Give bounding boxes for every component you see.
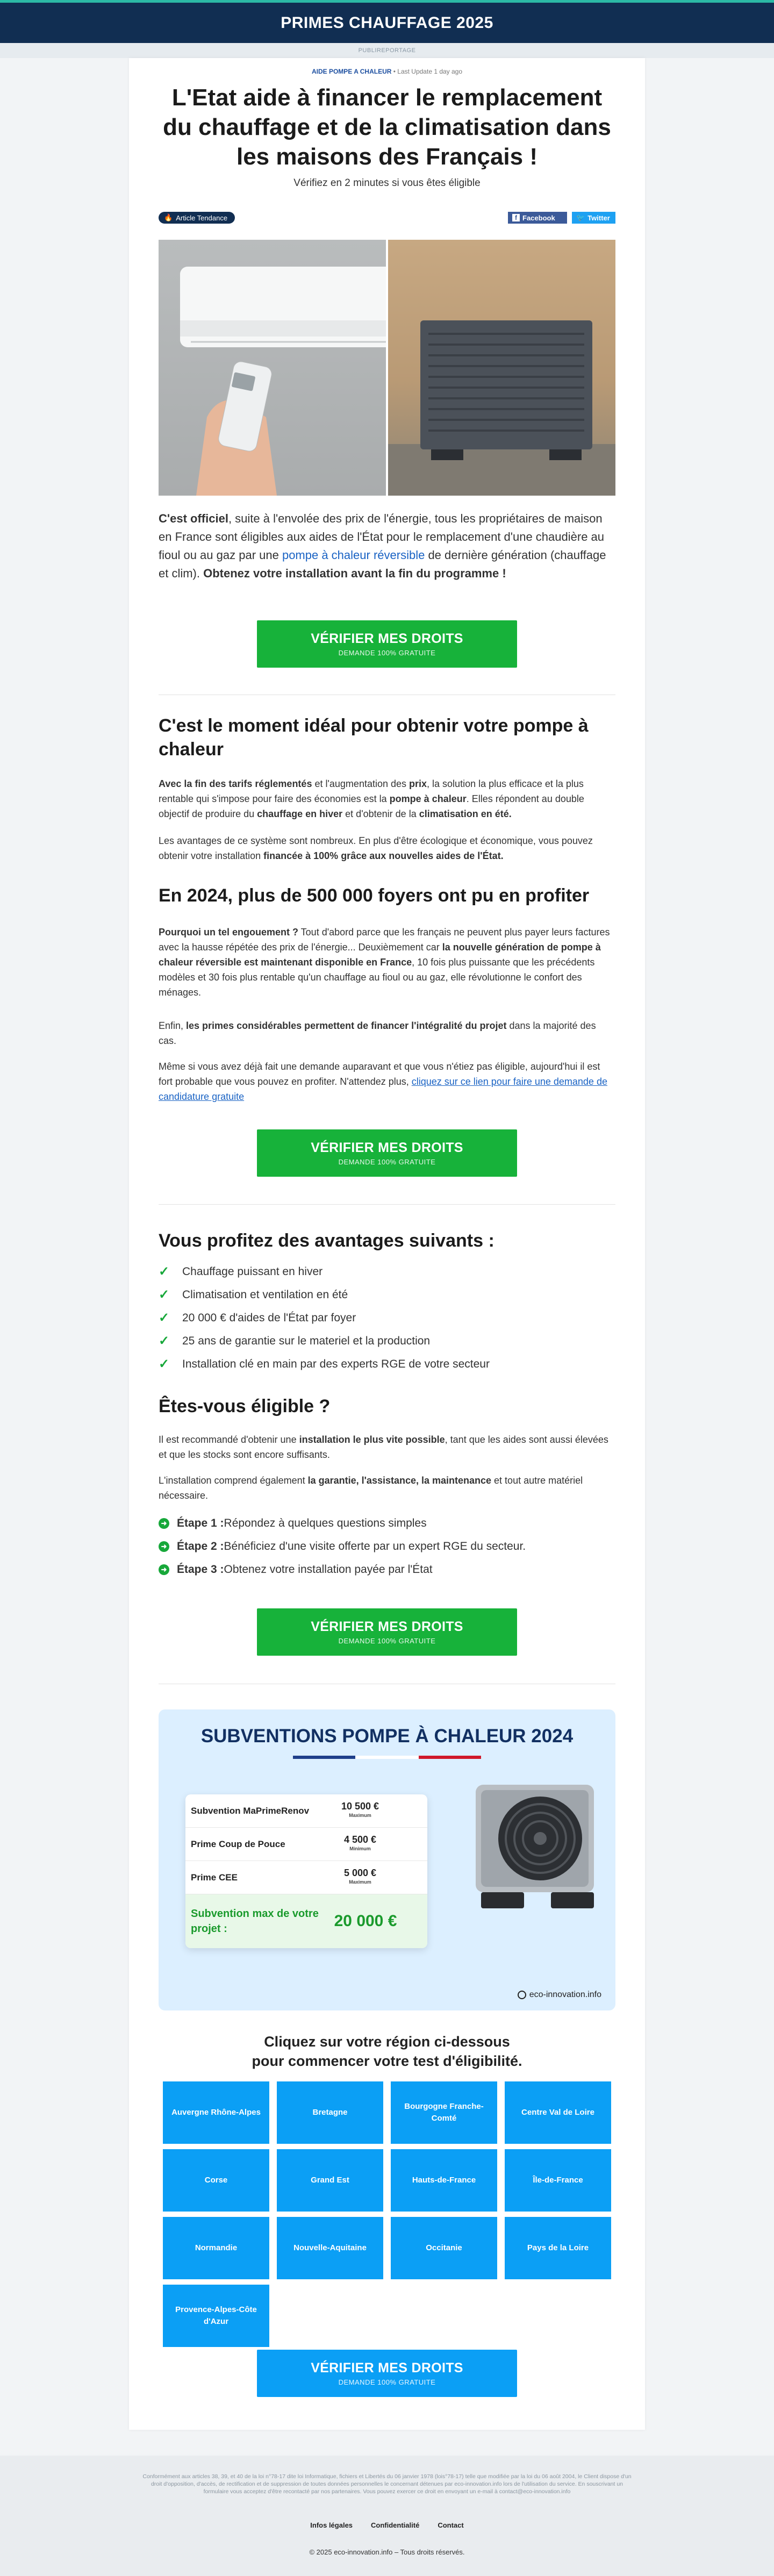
s4-p2-text-1: L'installation comprend également — [159, 1475, 308, 1486]
cta-sublabel: DEMANDE 100% GRATUITE — [338, 2378, 436, 2386]
advantage-label: Chauffage puissant en hiver — [182, 1265, 323, 1278]
eco-logo-icon — [518, 1991, 526, 1999]
list-item — [159, 1329, 615, 1353]
banner-source — [518, 1990, 601, 2000]
copyright: © 2025 eco-innovation.info – Tous droits réservés. — [309, 2548, 465, 2556]
s4-text-1: Il est recommandé d'obtenir une — [159, 1434, 299, 1445]
subsidy-total-amount: 20 000 € — [334, 1912, 397, 1930]
region-button-nouvelle-aquitaine[interactable]: Nouvelle-Aquitaine — [277, 2217, 383, 2279]
section-eligible-p2 — [159, 1473, 615, 1503]
s1-text-3: . Elles répondent au double objectif de produire du — [159, 793, 584, 819]
table-row — [185, 1794, 427, 1828]
s2-p2-text-1: Enfin, — [159, 1020, 187, 1031]
subsidy-name: Subvention MaPrimeRenov — [191, 1805, 310, 1816]
section-eligible-title: Êtes-vous éligible ? — [159, 1396, 331, 1416]
footer-links — [0, 2521, 774, 2529]
step-text: Répondez à quelques questions simples — [224, 1516, 427, 1529]
s2-p3-text: Même si vous avez déjà fait une demande auparavant et que vous n'étiez pas éligible, aujourd'hui il est fort probable que vous pouvez en profiter. N'attendez plus, — [159, 1061, 600, 1087]
s2-bold-1: Pourquoi un tel engouement ? — [159, 927, 298, 938]
verify-rights-button-4[interactable] — [257, 2350, 517, 2397]
advantage-label: Climatisation et ventilation en été — [182, 1288, 348, 1301]
flag-blue-stripe — [293, 1756, 355, 1759]
s1-p2-text: Les avantages de ce système sont nombreux. En plus d'être écologique et économique, vous pouvez obtenir votre installation — [159, 835, 593, 861]
flag-red-stripe — [419, 1756, 481, 1759]
region-button-auvergne[interactable]: Auvergne Rhône-Alpes — [163, 2081, 269, 2144]
check-icon: ✓ — [159, 1334, 170, 1348]
subsidy-amount: 10 500 € — [341, 1801, 379, 1812]
trending-badge — [159, 212, 235, 224]
subsidies-banner-title: SUBVENTIONS POMPE À CHALEUR 2024 — [200, 1726, 574, 1747]
step-label: Étape 2 : — [177, 1540, 224, 1552]
article-meta — [159, 68, 615, 75]
twitter-share-button[interactable] — [572, 212, 615, 224]
twitter-share-label: Twitter — [587, 213, 610, 222]
subsidy-value — [331, 1802, 390, 1820]
region-button-bretagne[interactable]: Bretagne — [277, 2081, 383, 2144]
cta-label: VÉRIFIER MES DROITS — [311, 1140, 463, 1155]
arrow-right-icon: ➜ — [159, 1518, 169, 1529]
s2-text-2: , 10 fois plus puissante que les précédents modèles et 30 fois plus rentable qu'un chauffage au fioul ou au gaz, elle révolutionne le confort des ménages. — [159, 957, 595, 998]
flag-white-stripe — [355, 1756, 419, 1759]
table-row — [185, 1861, 427, 1894]
publireportage-label: PUBLIREPORTAGE — [0, 43, 774, 58]
arrow-right-icon: ➜ — [159, 1541, 169, 1552]
region-button-occitanie[interactable]: Occitanie — [391, 2217, 497, 2279]
region-button-paca[interactable]: Provence-Alpes-Côte d'Azur — [163, 2285, 269, 2347]
s1-bold-1: Avec la fin des tarifs réglementés — [159, 778, 312, 789]
advantage-label: 20 000 € d'aides de l'État par foyer — [182, 1311, 356, 1324]
footer-link-contact[interactable]: Contact — [438, 2521, 464, 2529]
s2-p2-text-2: dans la majorité des cas. — [159, 1020, 596, 1046]
region-button-normandie[interactable]: Normandie — [163, 2217, 269, 2279]
region-button-hauts-de-france[interactable]: Hauts-de-France — [391, 2149, 497, 2212]
cta-sublabel: DEMANDE 100% GRATUITE — [338, 1158, 436, 1166]
s1-bold-2: prix — [409, 778, 427, 789]
heat-pump-unit-icon — [470, 1774, 599, 1924]
list-item — [159, 1260, 615, 1283]
s1-bold-3: pompe à chaleur — [389, 793, 467, 804]
cta-sublabel: DEMANDE 100% GRATUITE — [338, 1637, 436, 1645]
subsidy-total-row — [185, 1894, 427, 1948]
section-ideal-moment-p1 — [159, 776, 615, 821]
region-button-pays-de-la-loire[interactable]: Pays de la Loire — [505, 2217, 611, 2279]
step-item — [159, 1512, 615, 1535]
region-button-grand-est[interactable]: Grand Est — [277, 2149, 383, 2212]
footer-link-legal[interactable]: Infos légales — [310, 2521, 353, 2529]
site-title: PRIMES CHAUFFAGE 2025 — [281, 13, 493, 32]
hero-images — [159, 240, 615, 496]
region-title-line-1: Cliquez sur votre région ci-dessous — [264, 2034, 510, 2050]
page-subtitle: Vérifiez en 2 minutes si vous êtes éligible — [293, 177, 481, 189]
air-conditioner-photo — [159, 240, 386, 496]
s1-text-4: et d'obtenir de la — [342, 808, 419, 819]
page-footer — [0, 2456, 774, 2576]
section-ideal-moment-title: C'est le moment idéal pour obtenir votre pompe à chaleur — [159, 715, 589, 760]
region-button-corse[interactable]: Corse — [163, 2149, 269, 2212]
step-label: Étape 1 : — [177, 1516, 224, 1529]
step-text: Bénéficiez d'une visite offerte par un expert RGE du secteur. — [224, 1540, 526, 1552]
step-text: Obtenez votre installation payée par l'État — [224, 1563, 433, 1576]
intro-text-1: , suite à l'envolée des prix de l'énergie, tous les propriétaires de maison en France sont éligibles aux aides de l'État pour le remplacement d'une chaudière au fioul ou au gaz par une — [159, 512, 605, 562]
table-row — [185, 1828, 427, 1861]
verify-rights-button-3[interactable] — [257, 1608, 517, 1656]
region-title-line-2: pour commencer votre test d'éligibilité. — [252, 2053, 522, 2069]
intro-paragraph — [159, 510, 615, 583]
step-label: Étape 3 : — [177, 1563, 224, 1576]
step-item — [159, 1535, 615, 1558]
list-item — [159, 1283, 615, 1306]
list-item — [159, 1353, 615, 1376]
banner-source-label: eco-innovation.info — [529, 1990, 601, 1999]
advantage-label: Installation clé en main par des experts RGE de votre secteur — [182, 1357, 490, 1370]
list-item — [159, 1306, 615, 1329]
flame-icon: 🔥 — [164, 213, 173, 221]
region-button-bourgogne[interactable]: Bourgogne Franche-Comté — [391, 2081, 497, 2144]
section-500000-p3 — [159, 1059, 615, 1104]
cta-label: VÉRIFIER MES DROITS — [311, 1619, 463, 1634]
verify-rights-button-1[interactable] — [257, 620, 517, 668]
region-selector-title — [159, 2032, 615, 2071]
s1-text-2: , la solution la plus efficace et la plus rentable qui s'impose pour faire des économies est la — [159, 778, 584, 804]
s1-bold-4: chauffage en hiver — [257, 808, 343, 819]
category-link[interactable]: AIDE POMPE A CHALEUR — [311, 68, 392, 75]
section-eligible-p1 — [159, 1432, 615, 1462]
region-button-centre[interactable]: Centre Val de Loire — [505, 2081, 611, 2144]
check-icon: ✓ — [159, 1287, 170, 1302]
intro-bold-2: Obtenez votre installation avant la fin du programme ! — [203, 567, 506, 580]
section-500000-p1 — [159, 925, 615, 1000]
subsidy-note: Minimum — [349, 1846, 371, 1851]
arrow-right-icon: ➜ — [159, 1564, 169, 1575]
intro-bold-1: C'est officiel — [159, 512, 228, 525]
subsidies-banner — [159, 1709, 615, 2010]
subsidy-total-label: Subvention max de votre projet : — [191, 1908, 319, 1935]
check-icon: ✓ — [159, 1264, 170, 1279]
section-advantages-title: Vous profitez des avantages suivants : — [159, 1230, 494, 1251]
region-button-ile-de-france[interactable]: Île-de-France — [505, 2149, 611, 2212]
twitter-icon: 🐦 — [576, 213, 585, 221]
s2-bold-2: la nouvelle génération de pompe à chaleur réversible est maintenant disponible en France — [159, 942, 601, 968]
air-conditioner-illustration — [159, 240, 386, 496]
facebook-share-button[interactable] — [508, 212, 567, 224]
footer-link-privacy[interactable]: Confidentialité — [371, 2521, 420, 2529]
steps-list — [159, 1512, 615, 1581]
s4-p2-bold: la garantie, l'assistance, la maintenance — [307, 1475, 492, 1486]
cta-label: VÉRIFIER MES DROITS — [311, 2360, 463, 2375]
cta-label: VÉRIFIER MES DROITS — [311, 631, 463, 646]
s2-p2-bold: les primes considérables permettent de financer l'intégralité du projet — [186, 1020, 507, 1031]
subsidy-value — [331, 1835, 390, 1853]
subsidy-value — [331, 1869, 390, 1886]
facebook-share-label: Facebook — [522, 213, 555, 222]
divider — [159, 1204, 615, 1205]
subsidy-name: Prime CEE — [191, 1872, 238, 1883]
s1-text-1: et l'augmentation des — [312, 778, 410, 789]
check-icon: ✓ — [159, 1357, 170, 1371]
subsidy-name: Prime Coup de Pouce — [191, 1838, 285, 1849]
legal-notice: Conformément aux articles 38, 39, et 40 de la loi n°78-17 dite loi Informatique, fichiers et Libertés du 06 janvier 1978 (lois°78-17) telle que modifiée par la loi du 06 août 2004, le Client dispose d'un droit d'opposition, d'accès, de rectification et de suppression de toutes données personnelles le concernant détenues par eco-innovation.info lors de l'utilisation du service. En souscrivant un formulaire vous acceptez d'être recontacté par nos partenaires. Vous pouvez exercer ce droit en envoyant un e-mail à contact@eco-innovation.info — [142, 2473, 632, 2495]
subsidy-note: Maximum — [349, 1879, 371, 1885]
page-title: L'Etat aide à financer le remplacement du chauffage et de la climatisation dans les maisons des Français ! — [163, 84, 611, 170]
advantages-list — [159, 1260, 615, 1376]
check-icon: ✓ — [159, 1311, 170, 1325]
subsidy-amount: 5 000 € — [343, 1867, 377, 1878]
s2-text-1: Tout d'abord parce que les français ne peuvent plus payer leurs factures avec la hausse répétée des prix de l'énergie... Deuxièmement car — [159, 927, 610, 953]
subsidy-amount: 4 500 € — [343, 1834, 377, 1845]
s4-bold-1: installation le plus vite possible — [299, 1434, 445, 1445]
heat-pump-photo — [388, 240, 615, 496]
heat-pump-link[interactable]: pompe à chaleur réversible — [282, 548, 425, 562]
subsidies-table — [185, 1794, 427, 1948]
heat-pump-illustration — [388, 240, 615, 496]
s1-p2-bold: financée à 100% grâce aux nouvelles aides de l'État. — [263, 850, 504, 861]
section-500000-p2 — [159, 1018, 615, 1048]
verify-rights-button-2[interactable] — [257, 1129, 517, 1177]
top-banner — [0, 0, 774, 43]
subsidy-note: Maximum — [349, 1813, 371, 1818]
step-item — [159, 1558, 615, 1581]
cta-sublabel: DEMANDE 100% GRATUITE — [338, 649, 436, 657]
last-update: • Last Update 1 day ago — [391, 68, 463, 75]
trending-badge-label: Article Tendance — [176, 213, 228, 222]
article-card — [129, 58, 645, 2430]
application-link[interactable]: cliquez sur ce lien pour faire une demande de candidature gratuite — [159, 1076, 607, 1102]
s4-text-2: , tant que les aides sont aussi élevées et que les stocks sont encore suffisants. — [159, 1434, 608, 1460]
s1-bold-5: climatisation en été. — [419, 808, 512, 819]
advantage-label: 25 ans de garantie sur le materiel et la production — [182, 1334, 431, 1347]
section-ideal-moment-p2 — [159, 833, 615, 863]
section-500000-title: En 2024, plus de 500 000 foyers ont pu en profiter — [159, 885, 590, 906]
intro-text-2: de dernière génération (chauffage et clim). — [159, 548, 606, 580]
facebook-icon: f — [512, 214, 520, 221]
region-grid — [163, 2081, 611, 2347]
s4-p2-text-2: et tout autre matériel nécessaire. — [159, 1475, 583, 1501]
